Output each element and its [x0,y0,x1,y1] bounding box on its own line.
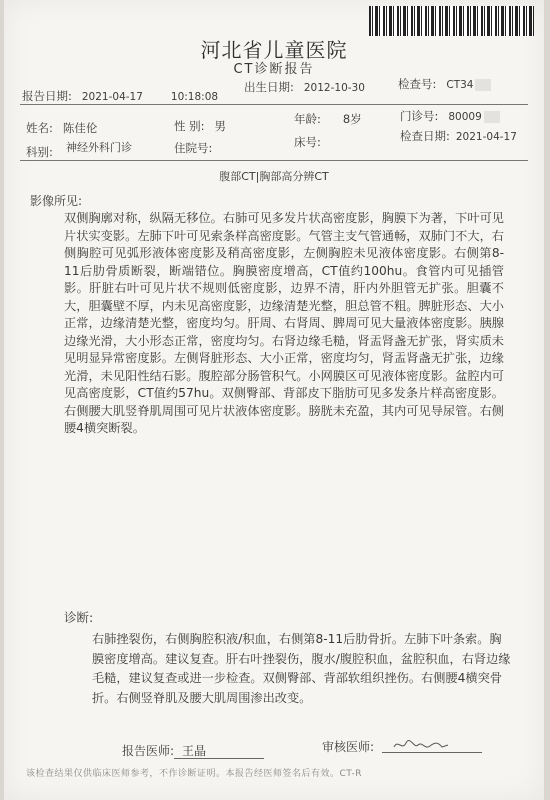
dept-label: 科别: [26,145,53,159]
exam-item: 腹部CT|胸部高分辨CT [219,170,329,183]
age-field [294,111,362,127]
exam-date-value: 2021-04-17 [455,131,517,143]
age-label: 年龄: [294,112,321,126]
inpatient-field [174,140,212,156]
outpatient-value: 80009 [448,111,482,123]
report-title: CT诊断报告 [233,62,315,77]
reporter-name: 王晶 [182,744,207,758]
reviewer-signature [392,737,450,753]
diagnosis-text: 右肺挫裂伤，右侧胸腔积液/积血，右侧第8-11后肋骨折。左肺下叶条索。胸膜密度增高。建议复查。肝右叶挫裂伤，腹水/腹腔积血，盆腔积血，右肾边缘毛糙，建议复查或进一步检查。双侧臀部、背部软组织挫伤。右侧腰4横突骨折。右侧竖脊肌及腰大肌周围渗出改变。 [92,632,511,705]
reporter-signline [174,758,264,759]
redaction-mark [484,111,500,123]
exam-date-field [400,128,517,144]
reviewer-label: 审核医师: [322,740,375,754]
exam-no-field [398,76,491,92]
findings-text: 双侧胸廓对称，纵隔无移位。右肺可见多发片状高密度影，胸膜下为著，下叶可见片状实变影。左肺下叶可见索条样高密度影。气管主支气管通畅，双肺门不大，右侧胸腔可见弧形液体密度影及稍高密度影，左侧胸腔未见液体密度影。右侧第8-11后肋骨质断裂，断端错位。胸膜密度增高，CT值约100hu。食管内可见插管影。肝脏右叶可见片状不规则低密度影，边界不清，肝内外胆管无扩张。胆囊不大，胆囊壁不厚，内未见高密度影，边缘清楚光整，胆总管不粗。脾脏形态、大小正常，边缘清楚光整，密度均匀。肝周、右肾周、脾周可见大量液体密度影。胰腺边缘光滑，大小形态正常，密度均匀。右肾边缘毛糙，肾盂肾盏无扩张，肾实质未见明显异常密度影。左侧肾脏形态、大小正常，密度均匀，肾盂肾盏无扩张，边缘光滑，未见阳性结石影。腹腔部分肠管积气。小网膜区可见液体密度影。盆腔内可见高密度影，CT值约57hu。双侧臀部、背部皮下脂肪可见多发条片样高密度影。右侧腰大肌竖脊肌周围可见片状液体密度影。膀胱未充盈，其内可见导尿管。右侧腰4横突断裂。 [64,211,504,435]
outpatient-label: 门诊号: [400,109,439,123]
footer-disclaimer: 该检查结果仅供临床医师参考，不作诊断证明。本报告经医师签名后有效。CT-R [26,769,362,779]
bed-field [294,134,321,150]
findings-heading: 影像所见: [30,194,83,208]
birth-date-field [244,79,365,95]
header-divider [20,104,528,105]
reporter-label: 报告医师: [122,744,175,758]
gender-value: 男 [214,119,227,133]
dept-field [26,144,53,160]
outpatient-field [400,108,500,124]
age-value: 8岁 [342,112,362,126]
name-label: 姓名: [26,121,53,135]
report-date-label: 报告日期: [22,89,72,103]
diagnosis-heading: 诊断: [64,610,94,625]
report-time-value: 10:18:08 [170,91,219,103]
report-date-field [22,88,218,104]
dept-value: 神经外科门诊 [66,141,132,154]
gender-label: 性 别: [174,119,205,133]
patient-divider [20,160,528,161]
exam-date-label: 检查日期: [400,129,450,143]
inpatient-label: 住院号: [174,141,213,155]
exam-no-value: CT34 [446,79,474,91]
gender-field [174,118,226,134]
name-value: 陈佳伦 [62,121,98,135]
birth-date-label: 出生日期: [244,80,294,94]
bed-label: 床号: [294,135,321,149]
report-page [4,0,544,800]
report-date-value: 2021-04-17 [81,91,143,103]
reviewer-signline [382,752,482,753]
redaction-mark [475,79,491,91]
name-field [26,120,97,136]
birth-date-value: 2012-10-30 [303,82,365,94]
hospital-name: 河北省儿童医院 [200,38,348,62]
barcode [369,6,534,36]
exam-no-label: 检查号: [398,77,437,91]
